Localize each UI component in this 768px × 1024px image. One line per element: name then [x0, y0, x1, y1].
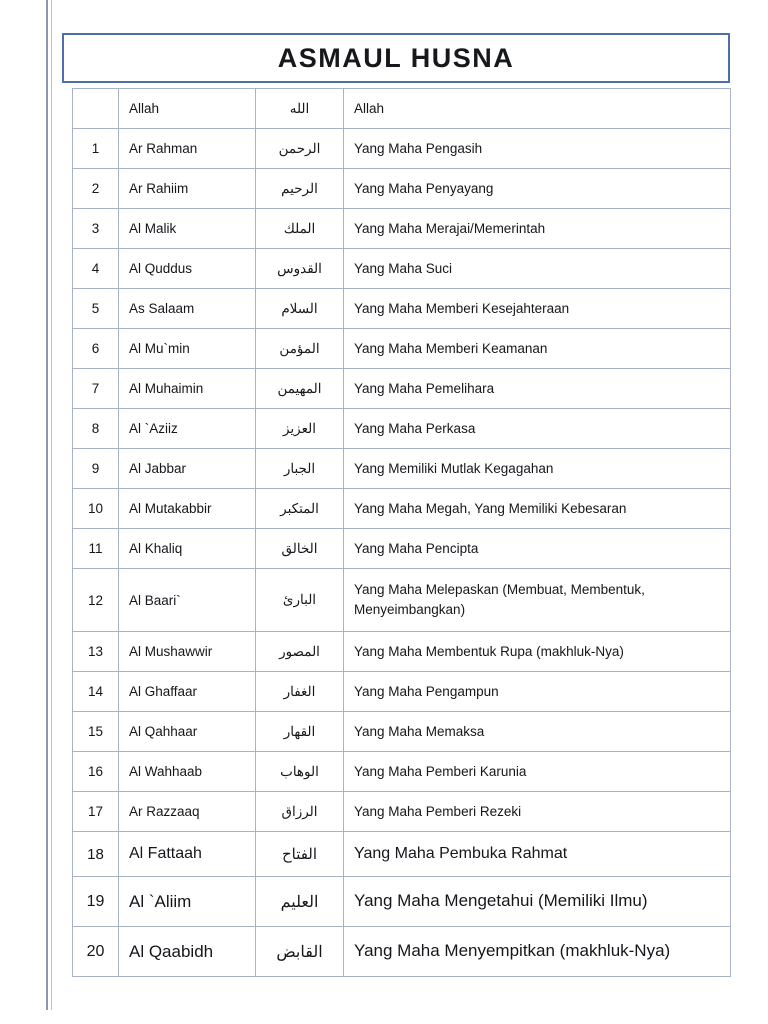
table-row — [73, 927, 731, 977]
cell-meaning: Yang Maha Pemberi Karunia — [344, 752, 731, 792]
cell-number: 7 — [73, 369, 119, 409]
table-row — [73, 449, 731, 489]
cell-number: 2 — [73, 169, 119, 209]
cell-arabic-name: العزيز — [256, 409, 344, 449]
cell-meaning: Yang Maha Pengampun — [344, 672, 731, 712]
cell-meaning: Yang Maha Pemelihara — [344, 369, 731, 409]
cell-number: 5 — [73, 289, 119, 329]
cell-meaning: Yang Maha Pembuka Rahmat — [344, 832, 731, 877]
page-frame-rule-outer — [46, 0, 48, 1024]
table-row — [73, 877, 731, 927]
cell-latin-name: Al `Aziiz — [119, 409, 256, 449]
cell-arabic-name: القهار — [256, 712, 344, 752]
cell-arabic-name: الرحيم — [256, 169, 344, 209]
cell-meaning: Allah — [344, 89, 731, 129]
cell-arabic-name: الفتاح — [256, 832, 344, 877]
cell-meaning: Yang Maha Pengasih — [344, 129, 731, 169]
cell-number: 11 — [73, 529, 119, 569]
cell-arabic-name: الرزاق — [256, 792, 344, 832]
table-row — [73, 832, 731, 877]
page-frame-rule-inner — [51, 0, 52, 1024]
cell-number: 12 — [73, 569, 119, 632]
cell-meaning: Yang Maha Pemberi Rezeki — [344, 792, 731, 832]
cell-latin-name: Al Jabbar — [119, 449, 256, 489]
cell-number: 1 — [73, 129, 119, 169]
cell-latin-name: Al Mushawwir — [119, 632, 256, 672]
cell-arabic-name: السلام — [256, 289, 344, 329]
cell-arabic-name: الوهاب — [256, 752, 344, 792]
cell-arabic-name: الجبار — [256, 449, 344, 489]
cell-arabic-name: القابض — [256, 927, 344, 977]
cell-number: 3 — [73, 209, 119, 249]
table-row — [73, 569, 731, 632]
table-row — [73, 129, 731, 169]
page-title-box — [62, 33, 730, 83]
asmaul-husna-table — [72, 88, 731, 977]
cell-number: 20 — [73, 927, 119, 977]
cell-latin-name: Al Qaabidh — [119, 927, 256, 977]
cell-arabic-name: القدوس — [256, 249, 344, 289]
cell-number: 10 — [73, 489, 119, 529]
cell-arabic-name: الخالق — [256, 529, 344, 569]
table-row — [73, 249, 731, 289]
cell-latin-name: Al Wahhaab — [119, 752, 256, 792]
cell-meaning: Yang Maha Memberi Keamanan — [344, 329, 731, 369]
cell-latin-name: Al Ghaffaar — [119, 672, 256, 712]
cell-meaning: Yang Maha Mengetahui (Memiliki Ilmu) — [344, 877, 731, 927]
cell-number: 17 — [73, 792, 119, 832]
cell-latin-name: Ar Rahiim — [119, 169, 256, 209]
cell-arabic-name: الله — [256, 89, 344, 129]
cell-number: 9 — [73, 449, 119, 489]
cell-meaning: Yang Maha Penyayang — [344, 169, 731, 209]
cell-arabic-name: المتكبر — [256, 489, 344, 529]
cell-number: 8 — [73, 409, 119, 449]
cell-number: 4 — [73, 249, 119, 289]
cell-meaning: Yang Maha Melepaskan (Membuat, Membentuk, Menyeimbangkan) — [344, 569, 731, 632]
table-row — [73, 712, 731, 752]
cell-latin-name: Al Quddus — [119, 249, 256, 289]
cell-arabic-name: الغفار — [256, 672, 344, 712]
table-row — [73, 89, 731, 129]
cell-latin-name: Allah — [119, 89, 256, 129]
table-row — [73, 209, 731, 249]
cell-arabic-name: المهيمن — [256, 369, 344, 409]
cell-latin-name: Al Mutakabbir — [119, 489, 256, 529]
cell-meaning: Yang Maha Membentuk Rupa (makhluk-Nya) — [344, 632, 731, 672]
cell-meaning: Yang Maha Suci — [344, 249, 731, 289]
cell-number: 15 — [73, 712, 119, 752]
cell-latin-name: Al Baari` — [119, 569, 256, 632]
cell-latin-name: Al Malik — [119, 209, 256, 249]
cell-meaning: Yang Maha Memberi Kesejahteraan — [344, 289, 731, 329]
cell-latin-name: Al Fattaah — [119, 832, 256, 877]
cell-latin-name: As Salaam — [119, 289, 256, 329]
cell-meaning: Yang Memiliki Mutlak Kegagahan — [344, 449, 731, 489]
cell-latin-name: Al Muhaimin — [119, 369, 256, 409]
table-row — [73, 672, 731, 712]
table-row — [73, 169, 731, 209]
table-row — [73, 369, 731, 409]
table-row — [73, 752, 731, 792]
cell-latin-name: Al Khaliq — [119, 529, 256, 569]
cell-number — [73, 89, 119, 129]
cell-arabic-name: المؤمن — [256, 329, 344, 369]
page-bottom-cutoff — [0, 1010, 768, 1024]
cell-number: 19 — [73, 877, 119, 927]
cell-number: 16 — [73, 752, 119, 792]
cell-meaning: Yang Maha Pencipta — [344, 529, 731, 569]
cell-number: 13 — [73, 632, 119, 672]
table-row — [73, 409, 731, 449]
table-row — [73, 529, 731, 569]
table-row — [73, 792, 731, 832]
cell-meaning: Yang Maha Menyempitkan (makhluk-Nya) — [344, 927, 731, 977]
table-row — [73, 329, 731, 369]
cell-arabic-name: العليم — [256, 877, 344, 927]
cell-meaning: Yang Maha Memaksa — [344, 712, 731, 752]
cell-latin-name: Al Qahhaar — [119, 712, 256, 752]
cell-number: 14 — [73, 672, 119, 712]
cell-arabic-name: المصور — [256, 632, 344, 672]
table-row — [73, 632, 731, 672]
cell-latin-name: Ar Rahman — [119, 129, 256, 169]
cell-arabic-name: البارئ — [256, 569, 344, 632]
cell-arabic-name: الرحمن — [256, 129, 344, 169]
cell-latin-name: Al Mu`min — [119, 329, 256, 369]
cell-number: 18 — [73, 832, 119, 877]
table-row — [73, 489, 731, 529]
cell-meaning: Yang Maha Megah, Yang Memiliki Kebesaran — [344, 489, 731, 529]
table-row — [73, 289, 731, 329]
cell-meaning: Yang Maha Perkasa — [344, 409, 731, 449]
cell-arabic-name: الملك — [256, 209, 344, 249]
cell-meaning: Yang Maha Merajai/Memerintah — [344, 209, 731, 249]
cell-latin-name: Al `Aliim — [119, 877, 256, 927]
page-title: ASMAUL HUSNA — [277, 42, 515, 73]
cell-latin-name: Ar Razzaaq — [119, 792, 256, 832]
cell-number: 6 — [73, 329, 119, 369]
